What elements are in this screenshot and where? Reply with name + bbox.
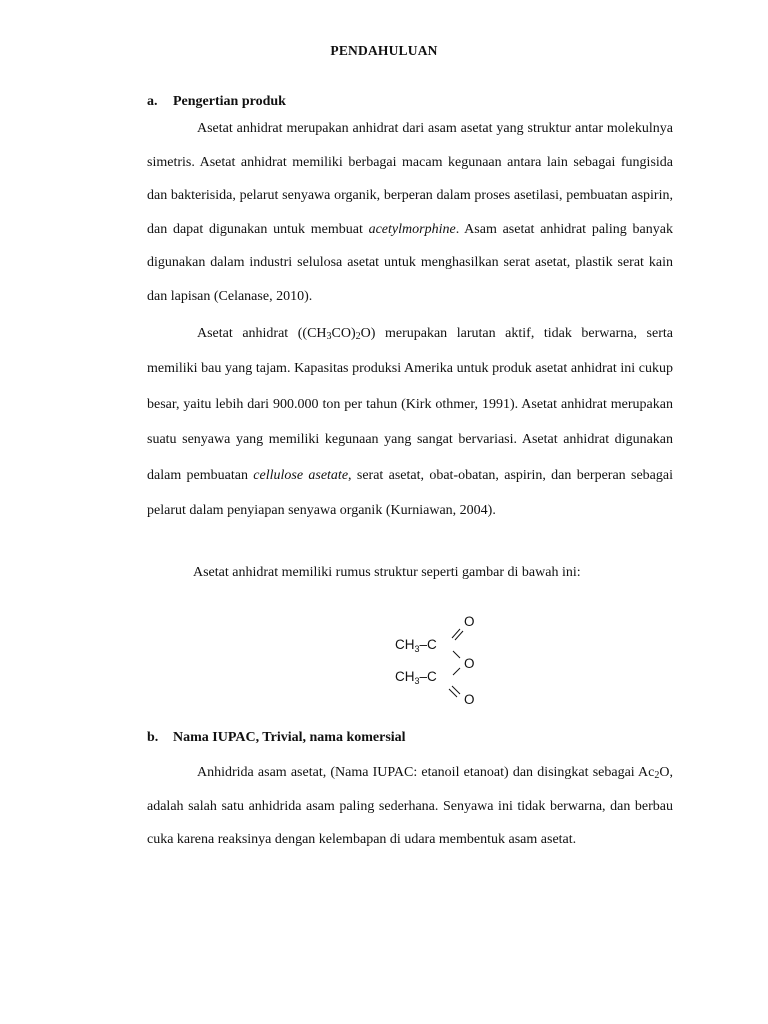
section-a-title: Pengertian produk bbox=[173, 94, 286, 109]
section-b-number: b. bbox=[147, 730, 159, 745]
paragraph-a1-text: Asetat anhidrat merupakan anhidrat dari asam asetat yang struktur antar molekulnya simetris. Asetat anhidrat memiliki berbagai macam kegunaan antara lain sebagai fungisida dan bakterisida, pelarut senyawa organik, berperan dalam proses asetilasi, pembuatan aspirin, dan dapat digunakan untuk membuat bbox=[147, 121, 673, 237]
paragraph-a2 bbox=[147, 316, 673, 528]
paragraph-a2-text-end: , serat asetat, obat-obatan, aspirin, dan berperan sebagai pelarut dalam penyiapan senyawa organik (Kurniawan, 2004). bbox=[147, 467, 673, 519]
oxygen-bottom: O bbox=[464, 692, 475, 707]
paragraph-a2-text: Asetat anhidrat ((CH bbox=[197, 326, 327, 341]
structure-caption: Asetat anhidrat memiliki rumus struktur seperti gambar di bawah ini: bbox=[193, 565, 581, 580]
paragraph-a1 bbox=[147, 112, 673, 314]
subscript: 3 bbox=[326, 331, 332, 342]
double-bond-top-2 bbox=[455, 631, 463, 640]
methyl-group-bottom: $CH_3-C$ bbox=[395, 669, 437, 686]
page-title: PENDAHULUAN bbox=[330, 43, 438, 58]
paragraph-a1-emphasis: acetylmorphine bbox=[368, 221, 456, 237]
section-a-heading bbox=[147, 94, 286, 110]
subscript: 2 bbox=[355, 331, 361, 342]
paragraph-b1-text: Anhidrida asam asetat, (Nama IUPAC: etanoil etanoat) dan disingkat sebagai Ac bbox=[197, 765, 655, 780]
methyl-group-top: $CH_3-C$ bbox=[395, 637, 437, 654]
paragraph-a2-emphasis: cellulose asetate bbox=[253, 467, 349, 483]
paragraph-a1-text-end: . Asam asetat anhidrat paling banyak digunakan dalam industri selulosa asetat untuk menghasilkan serat asetat, plastik serat kain dan lapisan (Celanase, 2010). bbox=[147, 221, 673, 304]
section-b-heading bbox=[147, 730, 406, 746]
single-bond-top bbox=[453, 651, 460, 658]
paragraph-b1-text-end: O, adalah salah satu anhidrida asam paling sederhana. Senyawa ini tidak berwarna, dan berbau cuka karena reaksinya dengan kelembapan di udara membentuk asam asetat. bbox=[147, 765, 673, 848]
double-bond-top-1 bbox=[452, 629, 460, 638]
subscript: 2 bbox=[654, 770, 660, 781]
structural-formula bbox=[390, 612, 490, 707]
section-a-number: a. bbox=[147, 94, 158, 109]
oxygen-bridge: O bbox=[464, 656, 475, 671]
oxygen-top: O bbox=[464, 614, 475, 629]
section-b-title: Nama IUPAC, Trivial, nama komersial bbox=[173, 730, 406, 745]
single-bond-bottom bbox=[453, 668, 460, 675]
paragraph-b1 bbox=[147, 756, 673, 857]
paragraph-a2-text-3: O) merupakan larutan aktif, tidak berwarna, serta memiliki bau yang tajam. Kapasitas produksi Amerika untuk produk asetat anhidrat ini cukup besar, yaitu lebih dari 900.000 ton per tahun (Kirk othmer, 1991). Asetat anhidrat merupakan suatu senyawa yang memiliki kegunaan yang sangat bervariasi. Asetat anhidrat digunakan dalam pembuatan bbox=[147, 326, 673, 483]
paragraph-a2-text-2: CO) bbox=[331, 326, 356, 341]
